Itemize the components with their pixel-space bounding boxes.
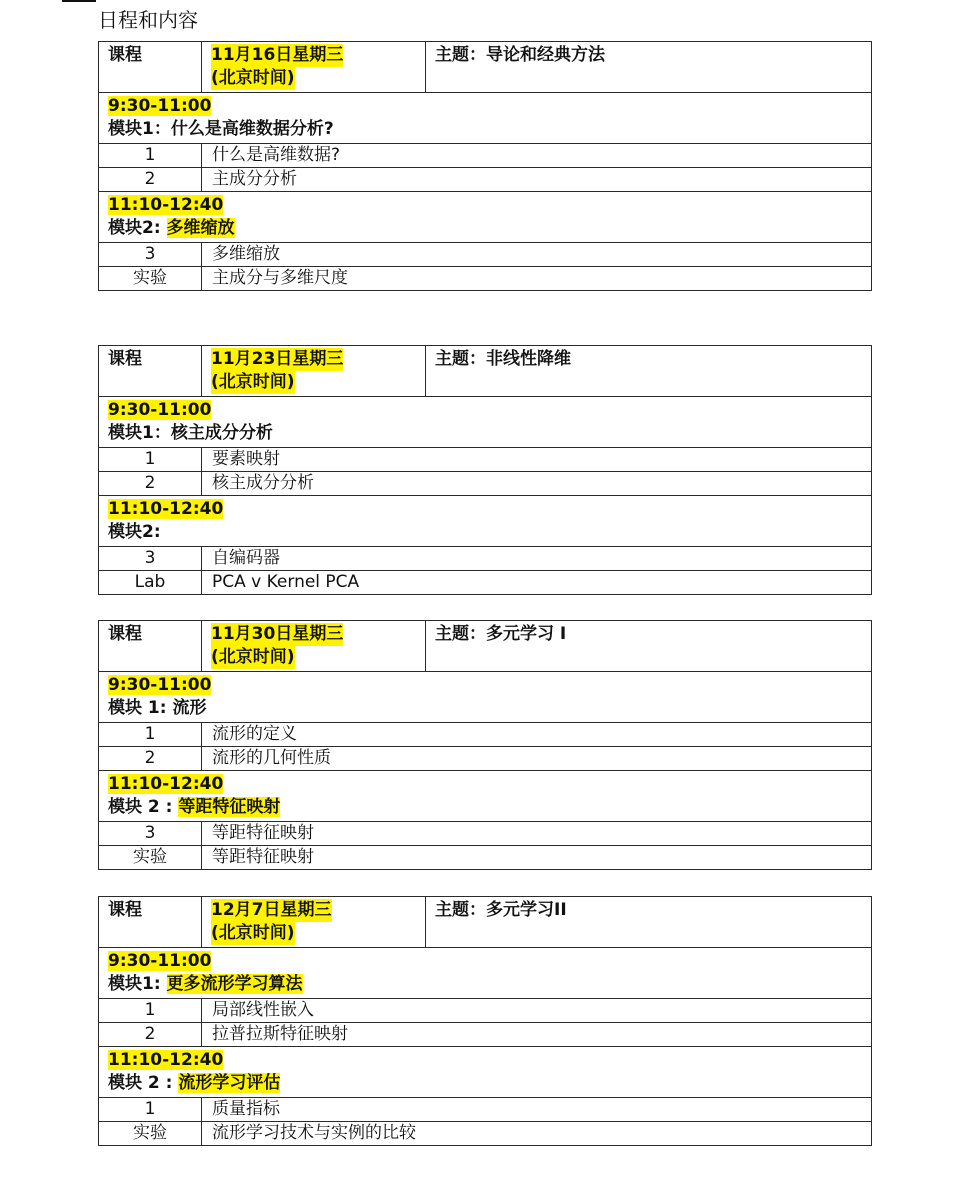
lesson-number: 1: [99, 723, 202, 747]
week-schedule-table: [98, 896, 872, 1146]
topic-prefix: 主题：: [435, 45, 486, 65]
lesson-title: 流形的定义: [202, 723, 872, 747]
lesson-row: [99, 747, 872, 771]
lesson-title: 等距特征映射: [202, 822, 872, 846]
module-prefix: 模块1：: [108, 119, 171, 139]
timezone-label: (北京时间): [211, 68, 295, 88]
session-date: 11月23日星期三: [211, 349, 344, 369]
module-prefix: 模块1：: [108, 423, 171, 443]
lesson-row: [99, 168, 872, 192]
lesson-row: [99, 547, 872, 571]
module-name: 核主成分分析: [170, 423, 273, 443]
course-label-cell: [99, 621, 202, 672]
session-time: 11:10-12:40: [108, 774, 224, 794]
lesson-number: 1: [99, 448, 202, 472]
topic-title: 多元学习II: [486, 900, 567, 920]
timezone-label: (北京时间): [211, 923, 295, 943]
course-label: 课程: [108, 349, 142, 369]
timezone-label: (北京时间): [211, 647, 295, 667]
session-time: 11:10-12:40: [108, 195, 224, 215]
lesson-row: [99, 472, 872, 496]
lesson-number: 3: [99, 243, 202, 267]
lesson-number: 2: [99, 1023, 202, 1047]
lesson-number: 1: [99, 1098, 202, 1122]
topic-cell: [426, 346, 872, 397]
topic-cell: [426, 42, 872, 93]
timezone-label: (北京时间): [211, 372, 295, 392]
topic-prefix: 主题：: [435, 349, 486, 369]
topic-title: 非线性降维: [486, 349, 571, 369]
session-block-morning: [99, 672, 872, 723]
topic-prefix: 主题：: [435, 624, 486, 644]
lesson-number: 实验: [99, 846, 202, 870]
lesson-title: 主成分分析: [202, 168, 872, 192]
module-prefix: 模块1:: [108, 974, 167, 994]
lesson-title: 什么是高维数据?: [202, 144, 872, 168]
lesson-row: [99, 243, 872, 267]
lesson-title: 多维缩放: [202, 243, 872, 267]
session-time: 9:30-11:00: [108, 675, 212, 695]
lesson-title: 流形的几何性质: [202, 747, 872, 771]
lesson-title: 流形学习技术与实例的比较: [202, 1122, 872, 1146]
lesson-row: [99, 723, 872, 747]
lesson-number: 2: [99, 168, 202, 192]
module-name: 流形: [172, 698, 207, 718]
lesson-title: 核主成分分析: [202, 472, 872, 496]
session-block-morning: [99, 948, 872, 999]
course-label: 课程: [108, 624, 142, 644]
lesson-title: 主成分与多维尺度: [202, 267, 872, 291]
course-label-cell: [99, 897, 202, 948]
session-time: 9:30-11:00: [108, 951, 212, 971]
date-cell: [202, 897, 426, 948]
lesson-row: [99, 571, 872, 595]
module-prefix: 模块2:: [108, 522, 161, 542]
lesson-title: 局部线性嵌入: [202, 999, 872, 1023]
lesson-number: 1: [99, 144, 202, 168]
lesson-row: [99, 1023, 872, 1047]
week-schedule-table: [98, 41, 872, 291]
lesson-title: 拉普拉斯特征映射: [202, 1023, 872, 1047]
week-schedule-table: [98, 620, 872, 870]
lesson-number: 2: [99, 747, 202, 771]
course-label-cell: [99, 42, 202, 93]
module-name: 什么是高维数据分析?: [170, 119, 334, 139]
lesson-title: PCA v Kernel PCA: [202, 571, 872, 595]
course-label-cell: [99, 346, 202, 397]
date-cell: [202, 346, 426, 397]
lesson-row: [99, 1122, 872, 1146]
session-block-morning: [99, 397, 872, 448]
top-rule: [62, 0, 96, 2]
lesson-number: 实验: [99, 1122, 202, 1146]
topic-title: 多元学习 I: [486, 624, 567, 644]
page-title: 日程和内容: [98, 8, 198, 32]
lesson-row: [99, 846, 872, 870]
lesson-title: 质量指标: [202, 1098, 872, 1122]
module-prefix: 模块2:: [108, 218, 167, 238]
lesson-title: 要素映射: [202, 448, 872, 472]
session-time: 9:30-11:00: [108, 96, 212, 116]
module-prefix: 模块 1:: [108, 698, 173, 718]
lesson-row: [99, 144, 872, 168]
course-label: 课程: [108, 45, 142, 65]
lesson-row: [99, 822, 872, 846]
module-name: 等距特征映射: [178, 797, 281, 817]
lesson-number: 3: [99, 822, 202, 846]
session-block-late: [99, 496, 872, 547]
week-schedule-table: [98, 345, 872, 595]
session-time: 11:10-12:40: [108, 1050, 224, 1070]
session-date: 11月30日星期三: [211, 624, 344, 644]
module-prefix: 模块 2 :: [108, 797, 179, 817]
session-block-late: [99, 192, 872, 243]
course-label: 课程: [108, 900, 142, 920]
lesson-number: 实验: [99, 267, 202, 291]
lesson-row: [99, 267, 872, 291]
lesson-number: 1: [99, 999, 202, 1023]
session-date: 12月7日星期三: [211, 900, 332, 920]
module-name: 更多流形学习算法: [166, 974, 303, 994]
lesson-title: 自编码器: [202, 547, 872, 571]
topic-prefix: 主题：: [435, 900, 486, 920]
topic-cell: [426, 897, 872, 948]
lesson-title: 等距特征映射: [202, 846, 872, 870]
date-cell: [202, 621, 426, 672]
module-prefix: 模块 2 :: [108, 1073, 179, 1093]
topic-title: 导论和经典方法: [486, 45, 605, 65]
session-block-late: [99, 771, 872, 822]
session-time: 9:30-11:00: [108, 400, 212, 420]
lesson-number: 2: [99, 472, 202, 496]
session-time: 11:10-12:40: [108, 499, 224, 519]
lesson-number: 3: [99, 547, 202, 571]
module-name: 流形学习评估: [178, 1073, 281, 1093]
lesson-row: [99, 1098, 872, 1122]
module-name: 多维缩放: [166, 218, 235, 238]
date-cell: [202, 42, 426, 93]
lesson-row: [99, 999, 872, 1023]
session-block-morning: [99, 93, 872, 144]
session-block-late: [99, 1047, 872, 1098]
lesson-row: [99, 448, 872, 472]
lesson-number: Lab: [99, 571, 202, 595]
topic-cell: [426, 621, 872, 672]
session-date: 11月16日星期三: [211, 45, 344, 65]
